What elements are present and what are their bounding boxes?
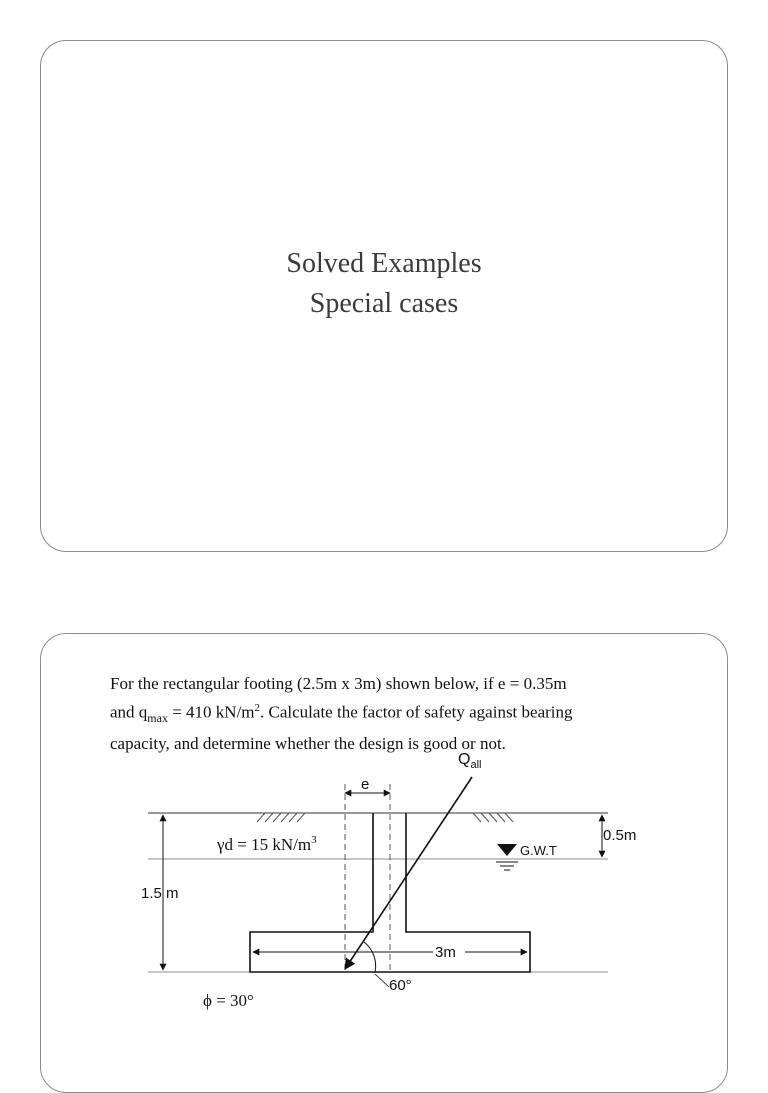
eccentricity-value: = 0.35m: [505, 674, 567, 693]
water-table-symbol: [496, 844, 518, 870]
problem-slide: [40, 633, 728, 1093]
depth-label: 1.5 m: [141, 885, 179, 902]
qmax-value: = 410 kN/m: [167, 702, 255, 722]
qmax-subscript: max: [147, 711, 168, 726]
footing-diagram: [41, 634, 729, 1034]
friction-angle-label: ϕ = 30°: [203, 991, 254, 1010]
ground-hatch-right: [473, 813, 513, 822]
load-label: $Q_{all}$: [458, 751, 482, 771]
problem-text: . Calculate the factor of safety against bearing: [260, 702, 573, 722]
slide-title: [41, 244, 727, 324]
angle-leader: [375, 974, 389, 987]
title-line-2: Special cases: [309, 288, 459, 319]
load-arrow: [345, 777, 472, 969]
gwt-label: G.W.T: [520, 843, 557, 858]
unit-weight-label: γd = 15 $kN/m^3$: [217, 834, 317, 854]
problem-line-3: capacity, and determine whether the design is good or not.: [110, 734, 506, 754]
angle-arc: [364, 942, 376, 972]
ground-hatch-left: [257, 813, 305, 822]
unit-superscript: 2: [254, 702, 261, 714]
title-slide: [40, 40, 728, 552]
width-label: 3m: [435, 944, 456, 961]
problem-text: and q: [110, 702, 148, 722]
title-line-1: Solved Examples: [286, 248, 482, 279]
angle-label: 60°: [389, 977, 412, 994]
problem-text: For the rectangular footing (2.5m x 3m) shown below, if e: [110, 674, 506, 693]
gwt-depth-label: 0.5m: [603, 827, 637, 844]
eccentricity-label: e: [361, 776, 370, 793]
